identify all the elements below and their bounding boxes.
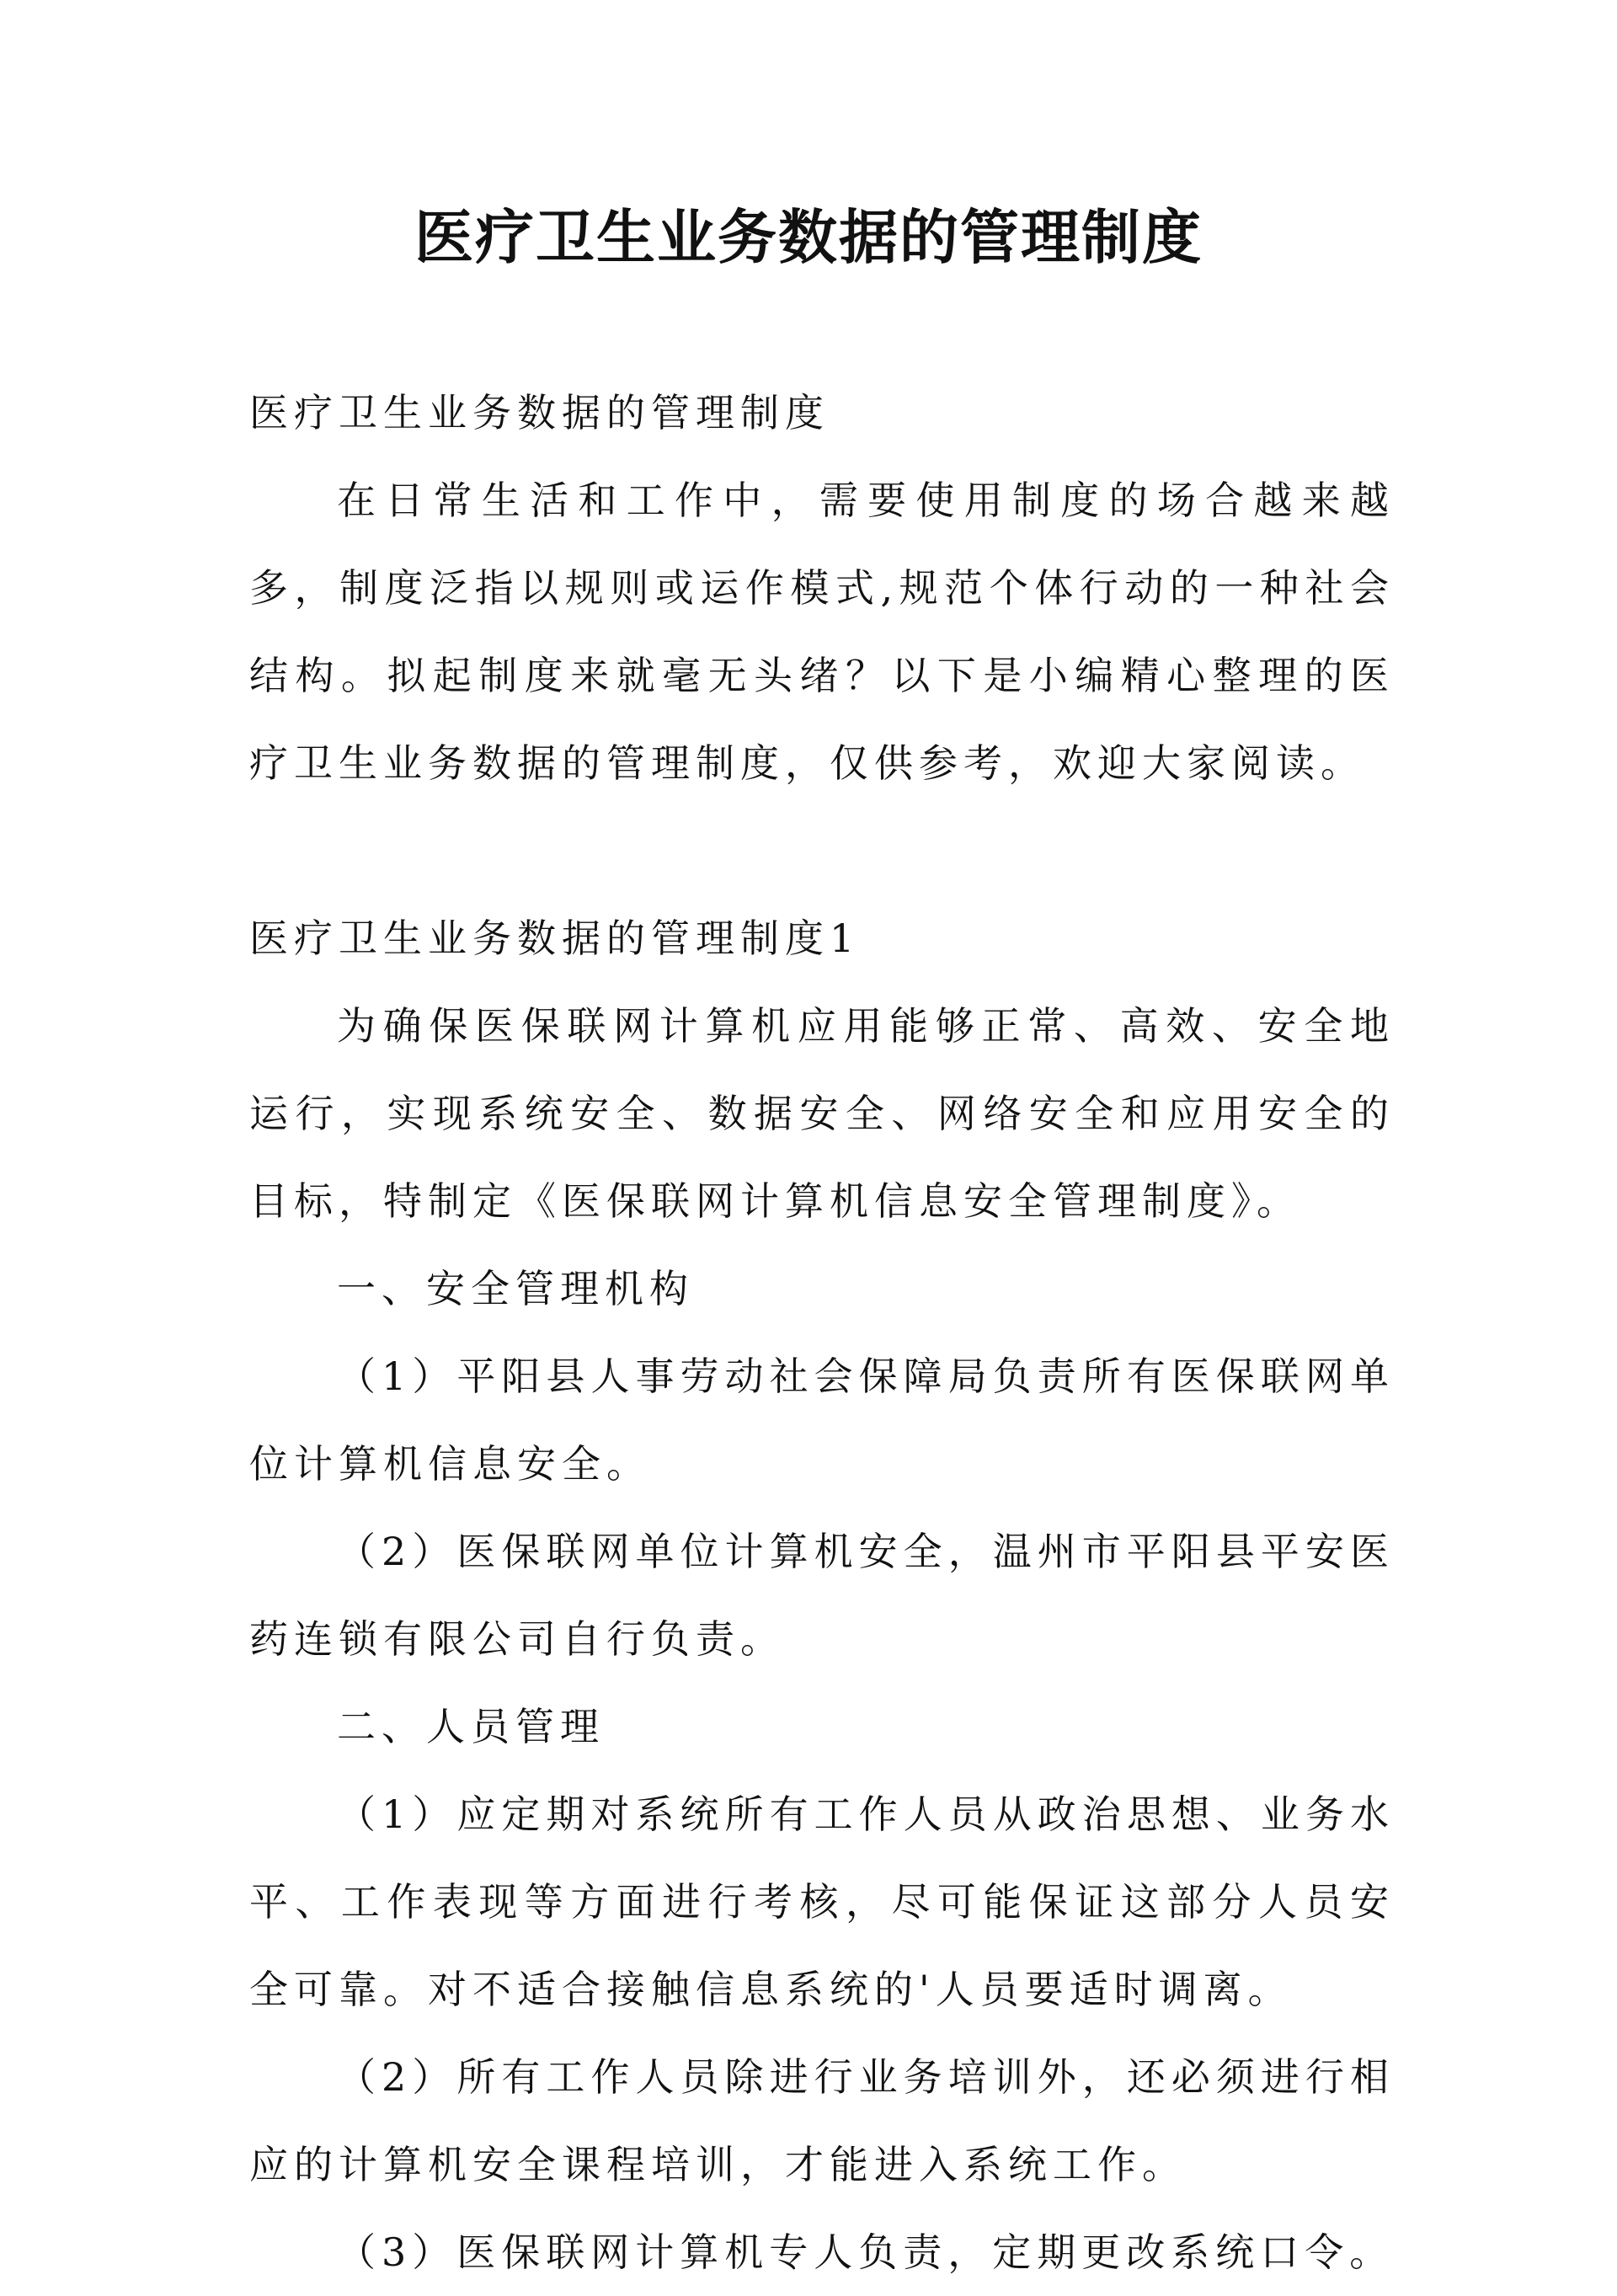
paragraph: （2）医保联网单位计算机安全，温州市平阳县平安医药连锁有限公司自行负责。 [249, 1529, 1395, 1662]
section-heading: 一、安全管理机构 [337, 1266, 694, 1311]
section-spacer [249, 807, 1395, 894]
paragraph: （3）医保联网计算机专人负责，定期更改系统口令。 [337, 2229, 1395, 2275]
document-subtitle: 医疗卫生业务数据的管理制度 [249, 390, 830, 435]
paragraph: （2）所有工作人员除进行业务培训外，还必须进行相应的计算机安全课程培训，才能进入系统工作。 [249, 2054, 1395, 2187]
paragraph: （1）应定期对系统所有工作人员从政治思想、业务水平、工作表现等方面进行考核，尽可能保证这部分人员安全可靠。对不适合接触信息系统的'人员要适时调离。 [249, 1791, 1395, 2012]
paragraph: 为确保医保联网计算机应用能够正常、高效、安全地运行，实现系统安全、数据安全、网络安全和应用安全的目标，特制定《医保联网计算机信息安全管理制度》。 [249, 1003, 1395, 1224]
section-title: 医疗卫生业务数据的管理制度1 [249, 916, 861, 961]
intro-paragraph: 在日常生活和工作中，需要使用制度的场合越来越多，制度泛指以规则或运作模式,规范个体行动的一种社会结构。拟起制度来就毫无头绪？以下是小编精心整理的医疗卫生业务数据的管理制度，仅供参考，欢迎大家阅读。 [249, 478, 1395, 786]
document-title: 医疗卫生业务数据的管理制度 [414, 202, 1203, 272]
paragraph: （1）平阳县人事劳动社会保障局负责所有医保联网单位计算机信息安全。 [249, 1354, 1395, 1487]
document-body [249, 369, 1395, 2296]
section-heading: 二、人员管理 [337, 1704, 605, 1749]
